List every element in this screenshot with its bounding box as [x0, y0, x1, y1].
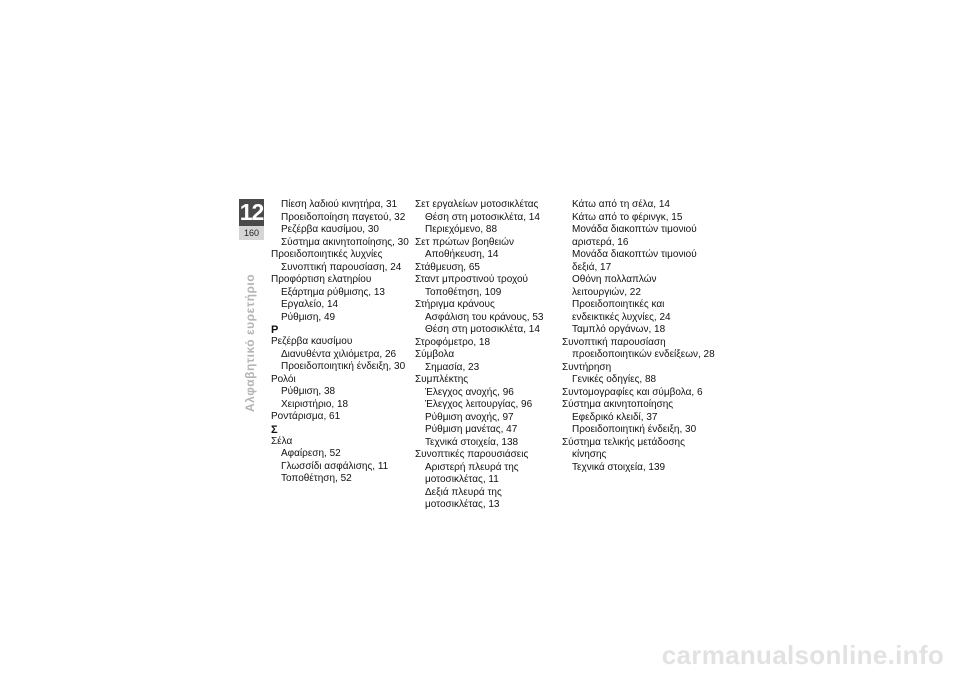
- index-subentry: ενδεικτικές λυχνίες, 24: [572, 311, 671, 323]
- index-subentry: Εργαλείο, 14: [281, 299, 339, 310]
- index-entry: Σετ πρώτων βοηθειών: [415, 236, 514, 248]
- index-entry: Προειδοποιητικές λυχνίες: [271, 249, 383, 260]
- index-entry: Ροντάρισμα, 61: [271, 411, 341, 422]
- index-subentry: Πίεση λαδιού κινητήρα, 31: [281, 199, 398, 210]
- index-subentry: Ρύθμιση, 49: [281, 311, 336, 323]
- index-subentry: Έλεγχος ανοχής, 96: [425, 386, 514, 398]
- index-subentry: Θέση στη μοτοσικλέτα, 14: [425, 324, 540, 335]
- index-letter-heading: Σ: [271, 423, 278, 436]
- index-subentry: Αριστερή πλευρά της: [425, 461, 519, 473]
- index-subentry: Ρύθμιση, 38: [281, 386, 336, 397]
- index-subentry: Έλεγχος λειτουργίας, 96: [425, 399, 533, 410]
- index-entry: Σύστημα τελικής μετάδοσης: [562, 436, 685, 448]
- index-column-3: [562, 199, 715, 474]
- index-entry: Ρεζέρβα καυσίμου: [271, 336, 353, 347]
- index-subentry: Σημασία, 23: [425, 361, 480, 373]
- index-subentry: Τεχνικά στοιχεία, 139: [572, 461, 666, 473]
- index-subentry: Τεχνικά στοιχεία, 138: [425, 436, 519, 448]
- index-subentry: Οθόνη πολλαπλών: [572, 274, 657, 285]
- index-subentry: Αποθήκευση, 14: [425, 249, 499, 260]
- index-entry: Σέλα: [271, 435, 293, 447]
- watermark: carmanualsonline.info: [661, 640, 944, 670]
- index-subentry: Ρύθμιση ανοχής, 97: [425, 411, 514, 423]
- index-subentry: Χειριστήριο, 18: [281, 398, 349, 410]
- index-subentry: Περιεχόμενο, 88: [425, 224, 498, 235]
- index-column-1: [271, 199, 421, 486]
- index-entry: Σετ εργαλείων μοτοσικλέτας: [415, 199, 539, 210]
- index-subentry: Τοποθέτηση, 109: [425, 286, 502, 298]
- index-subentry: Ταμπλό οργάνων, 18: [572, 324, 666, 335]
- index-subentry: Προειδοποιητική ένδειξη, 30: [572, 424, 697, 435]
- index-subentry: προειδοποιητικών ενδείξεων, 28: [572, 349, 715, 360]
- index-subentry: Ρύθμιση μανέτας, 47: [425, 424, 518, 435]
- index-entry: Σταντ μπροστινού τροχού: [415, 274, 529, 285]
- index-subentry: Αφαίρεση, 52: [281, 448, 341, 459]
- index-subentry: Γλωσσίδι ασφάλισης, 11: [281, 460, 389, 472]
- index-subentry: Εφεδρικό κλειδί, 37: [572, 411, 658, 423]
- index-subentry: Προειδοποίηση παγετού, 32: [281, 211, 406, 223]
- section-title: Αλφαβητικό ευρετήριο: [243, 273, 257, 412]
- index-subentry: Κάτω από το φέρινγκ, 15: [572, 211, 683, 223]
- index-subentry: μοτοσικλέτας, 13: [425, 499, 500, 510]
- index-entry: Συνοπτικές παρουσιάσεις: [415, 449, 529, 460]
- index-subentry: Συνοπτική παρουσίαση, 24: [281, 261, 402, 273]
- index-entry: Συμπλέκτης: [415, 374, 469, 385]
- index-subentry: Ασφάλιση του κράνους, 53: [425, 311, 544, 323]
- index-subentry: Διανυθέντα χιλιόμετρα, 26: [281, 348, 397, 360]
- index-subentry: Προειδοποιητικές και: [572, 299, 665, 310]
- index-subentry: Κάτω από τη σέλα, 14: [572, 199, 670, 210]
- index-subentry: κίνησης: [572, 449, 607, 460]
- index-subentry: λειτουργιών, 22: [572, 286, 641, 298]
- index-subentry: Τοποθέτηση, 52: [281, 473, 352, 484]
- index-subentry: δεξιά, 17: [572, 261, 612, 273]
- index-entry: Συντήρηση: [562, 361, 612, 373]
- index-subentry: Εξάρτημα ρύθμισης, 13: [281, 286, 385, 298]
- index-subentry: Προειδοποιητική ένδειξη, 30: [281, 361, 406, 372]
- chapter-badge: [239, 199, 264, 240]
- index-subentry: Γενικές οδηγίες, 88: [572, 374, 657, 385]
- index-letter-heading: Ρ: [271, 324, 279, 336]
- index-entry: Σύμβολα: [415, 349, 455, 360]
- index-entry: Συντομογραφίες και σύμβολα, 6: [562, 386, 703, 398]
- index-entry: Σύστημα ακινητοποίησης: [562, 399, 674, 410]
- index-entry: Στάθμευση, 65: [415, 261, 480, 273]
- index-subentry: Σύστημα ακινητοποίησης, 30: [281, 236, 409, 248]
- index-column-2: [415, 199, 565, 512]
- chapter-number: 12: [239, 199, 264, 225]
- index-subentry: Μονάδα διακοπτών τιμονιού: [572, 249, 697, 260]
- index-subentry: Ρεζέρβα καυσίμου, 30: [281, 224, 379, 235]
- index-entry: Ρολόι: [271, 373, 296, 385]
- index-entry: Στήριγμα κράνους: [415, 299, 495, 310]
- page-number: 160: [239, 226, 264, 240]
- index-subentry: Δεξιά πλευρά της: [425, 486, 502, 498]
- index-subentry: μοτοσικλέτας, 11: [425, 474, 499, 485]
- index-entry: Προφόρτιση ελατηρίου: [271, 274, 372, 285]
- index-entry: Συνοπτική παρουσίαση: [562, 336, 666, 348]
- index-subentry: Μονάδα διακοπτών τιμονιού: [572, 224, 697, 235]
- index-entry: Στροφόμετρο, 18: [415, 336, 491, 348]
- index-subentry: αριστερά, 16: [572, 236, 629, 248]
- index-subentry: Θέση στη μοτοσικλέτα, 14: [425, 211, 540, 223]
